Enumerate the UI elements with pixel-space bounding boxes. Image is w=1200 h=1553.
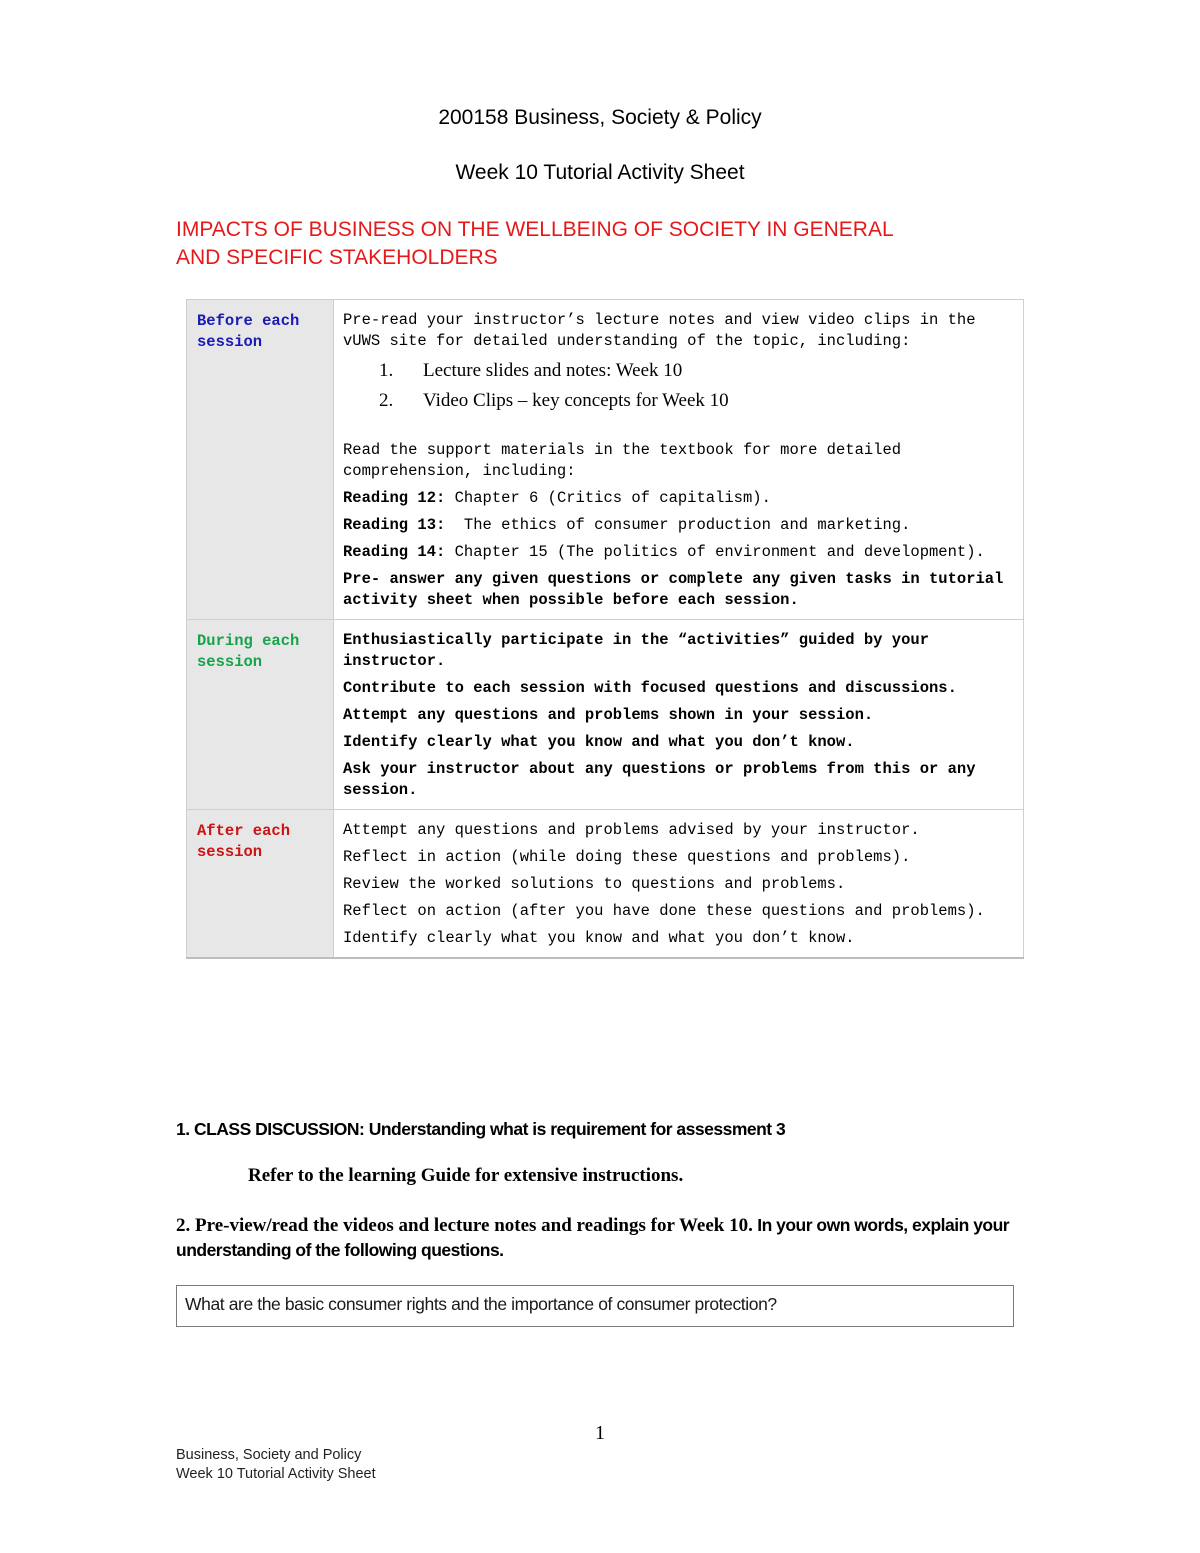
before-support: Read the support materials in the textbook for more detailed comprehension, including: — [343, 441, 902, 480]
consumer-rights-question-box: What are the basic consumer rights and the importance of consumer protection? — [176, 1285, 1014, 1327]
reading-item: Reading 12: Chapter 6 (Critics of capitalism). — [343, 489, 771, 507]
topic-heading — [176, 216, 1016, 272]
during-item: Ask your instructor about any questions or problems from this or any session. — [343, 760, 976, 799]
after-session-row — [187, 810, 1024, 959]
after-item: Attempt any questions and problems advised by your instructor. — [343, 821, 920, 839]
reading-item: Reading 13: The ethics of consumer production and marketing. — [343, 516, 911, 534]
question-2-part-sans: In your own words, explain your understanding of the following questions. — [176, 1215, 1010, 1260]
before-session-row — [187, 300, 1024, 620]
after-item: Reflect in action (while doing these questions and problems). — [343, 848, 911, 866]
page-footer — [176, 1446, 376, 1484]
list-item: 2. Video Clips – key concepts for Week 10 — [379, 390, 729, 411]
question-2-heading — [176, 1213, 1016, 1262]
footer-line-1: Business, Society and Policy — [176, 1447, 362, 1463]
before-session-label: Before each session — [187, 300, 334, 620]
list-item: 1. Lecture slides and notes: Week 10 — [379, 360, 683, 381]
during-session-content — [334, 620, 1024, 810]
during-item: Identify clearly what you know and what you don’t know. — [343, 733, 855, 751]
topic-heading-line-1: IMPACTS OF BUSINESS ON THE WELLBEING OF SOCIETY IN GENERAL — [176, 218, 894, 241]
during-session-label: During each session — [187, 620, 334, 810]
during-item: Contribute to each session with focused questions and discussions. — [343, 679, 957, 697]
during-item: Attempt any questions and problems shown in your session. — [343, 706, 874, 724]
after-session-label: After each session — [187, 810, 334, 959]
after-item: Reflect on action (after you have done these questions and problems). — [343, 902, 985, 920]
after-session-content — [334, 810, 1024, 959]
class-discussion-heading: 1. CLASS DISCUSSION: Understanding what is requirement for assessment 3 — [176, 1119, 786, 1139]
after-item: Identify clearly what you know and what you don’t know. — [343, 929, 855, 947]
before-pre-answer: Pre- answer any given questions or complete any given tasks in tutorial activity sheet when possible before each session. — [343, 570, 1004, 609]
question-2-part-serif: 2. Pre-view/read the videos and lecture notes and readings for Week 10. — [176, 1215, 753, 1236]
during-session-row — [187, 620, 1024, 810]
before-session-content — [334, 300, 1024, 620]
footer-line-2: Week 10 Tutorial Activity Sheet — [176, 1466, 376, 1482]
page-number: 1 — [595, 1422, 605, 1444]
sheet-title: Week 10 Tutorial Activity Sheet — [455, 161, 745, 184]
during-item: Enthusiastically participate in the “activities” guided by your instructor. — [343, 631, 929, 670]
topic-heading-line-2: AND SPECIFIC STAKEHOLDERS — [176, 246, 498, 269]
learning-guide-note: Refer to the learning Guide for extensive instructions. — [248, 1165, 684, 1186]
reading-item: Reading 14: Chapter 15 (The politics of environment and development). — [343, 543, 985, 561]
before-intro: Pre-read your instructor’s lecture notes and view video clips in the vUWS site for detailed understanding of the topic, including: — [343, 311, 976, 350]
course-title: 200158 Business, Society & Policy — [438, 106, 762, 129]
before-resource-list — [379, 356, 1013, 416]
after-item: Review the worked solutions to questions and problems. — [343, 875, 846, 893]
session-plan-table — [186, 299, 1024, 959]
